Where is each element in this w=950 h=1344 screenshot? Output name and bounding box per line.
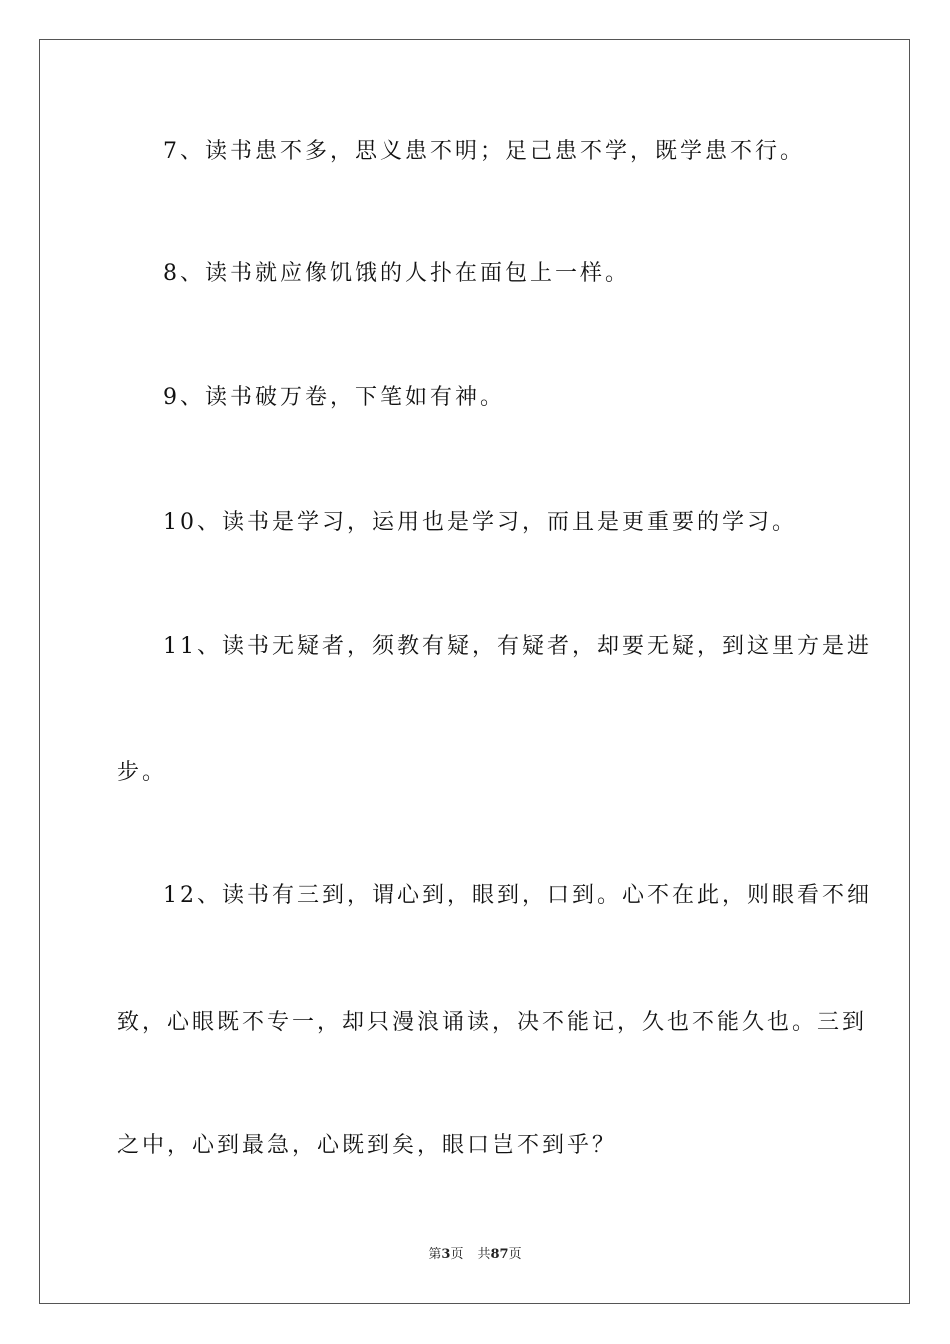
page-border [39,39,910,1304]
footer-total-prefix: 共 [477,1247,491,1262]
page-footer [0,1246,950,1264]
paragraph-11-line-2: 步。 [117,760,168,785]
footer-page-suffix: 页 [450,1247,464,1262]
paragraph-9-line-1: 9、读书破万卷，下笔如有神。 [163,385,505,410]
paragraph-12-line-3: 之中，心到最急，心既到矣，眼口岂不到乎？ [117,1133,618,1158]
paragraph-7-line-1: 7、读书患不多，思义患不明；足己患不学，既学患不行。 [163,139,805,164]
footer-total-suffix: 页 [508,1247,522,1262]
footer-total-pages: 87 [490,1247,509,1262]
paragraph-10-line-1: 10、读书是学习，运用也是学习，而且是更重要的学习。 [163,510,797,535]
paragraph-8-line-1: 8、读书就应像饥饿的人扑在面包上一样。 [163,261,630,286]
footer-page-prefix: 第 [428,1247,442,1262]
paragraph-11-line-1: 11、读书无疑者，须教有疑，有疑者，却要无疑，到这里方是进 [163,634,872,659]
footer-page-number: 3 [441,1247,451,1262]
paragraph-12-line-2: 致，心眼既不专一，却只漫浪诵读，决不能记，久也不能久也。三到 [117,1010,868,1035]
paragraph-12-line-1: 12、读书有三到，谓心到，眼到，口到。心不在此，则眼看不细 [163,883,872,908]
